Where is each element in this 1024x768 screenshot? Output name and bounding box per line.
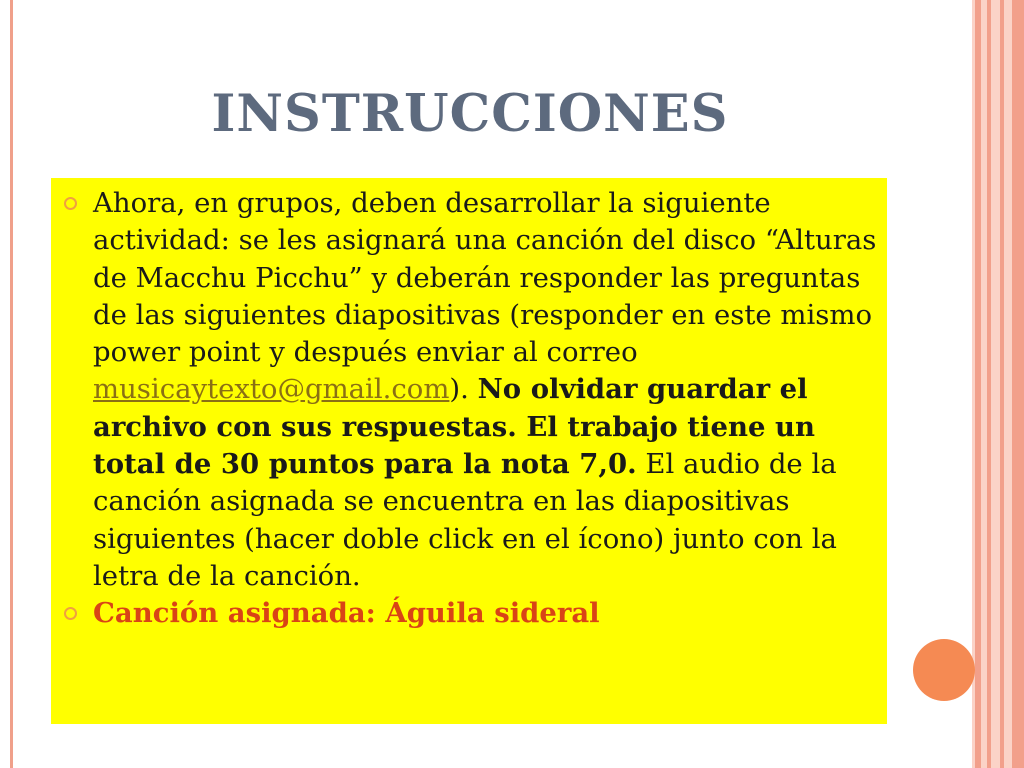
instructions-text-end: El audio de la canción asignada se encuentra en las diapositivas siguientes (hacer doble click en el ícono) junto con la letra de la canción. bbox=[93, 448, 837, 592]
right-frame-stripe bbox=[1000, 0, 1004, 768]
list-item-assigned-song bbox=[93, 595, 883, 632]
right-frame-border bbox=[972, 0, 1024, 768]
right-frame-stripe bbox=[975, 0, 981, 768]
bullet-icon bbox=[64, 197, 77, 210]
bullet-list bbox=[93, 185, 883, 633]
assigned-song-label: Canción asignada: Águila sideral bbox=[93, 597, 600, 630]
right-frame-stripe bbox=[1012, 0, 1024, 768]
right-frame-stripe bbox=[987, 0, 991, 768]
slide-title: INSTRUCCIONES bbox=[211, 84, 729, 144]
list-item-instructions bbox=[93, 185, 883, 595]
instructions-text: Ahora, en grupos, deben desarrollar la siguiente actividad: se les asignará una canción del disco “Alturas de Macchu Picchu” y deberán responder las preguntas de las siguientes diapositivas (responder en este mismo power point y después enviar al correo bbox=[93, 187, 877, 369]
instructions-text-after-email: ). bbox=[449, 373, 478, 406]
instructions-bold-text: No olvidar guardar el archivo con sus respuestas. El trabajo tiene un total de 30 puntos para la nota 7,0. bbox=[93, 373, 815, 481]
email-link[interactable]: musicaytexto@gmail.com bbox=[93, 373, 450, 406]
orange-circle-decoration bbox=[913, 639, 975, 701]
